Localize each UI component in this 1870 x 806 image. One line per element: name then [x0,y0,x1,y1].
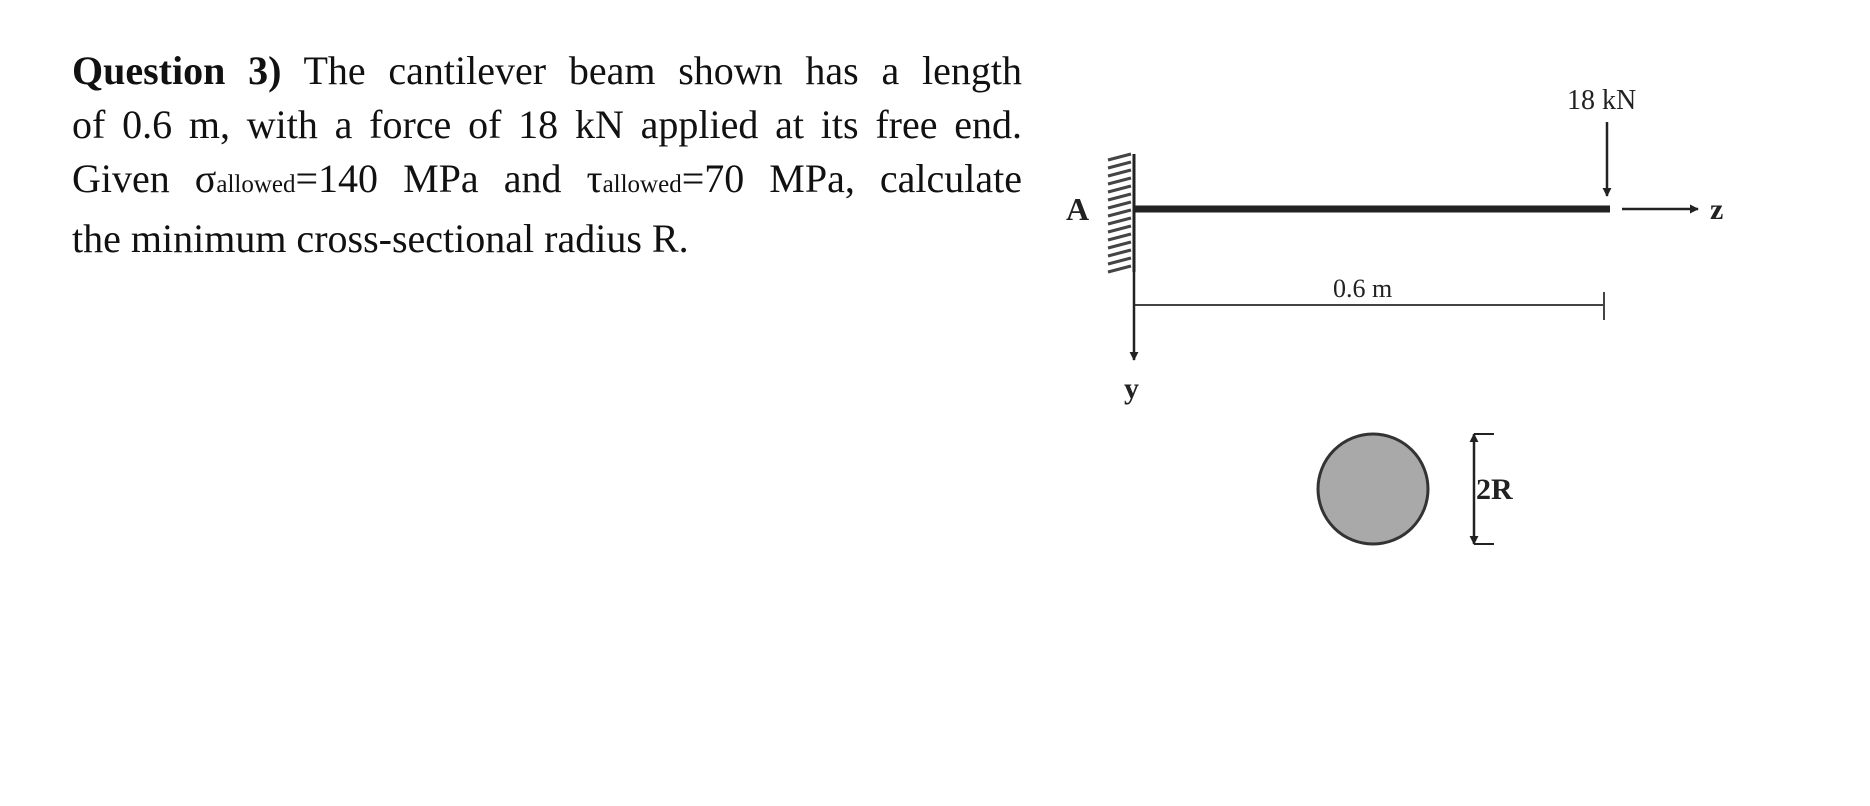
tau-subscript: allowed [602,171,682,198]
z-axis-label: z [1710,193,1724,226]
sigma-subscript: allowed [216,171,296,198]
diameter-label: 2R [1476,473,1513,506]
question-label: Question 3) [72,48,282,93]
support-label: A [1066,191,1090,227]
force-label: 18 kN [1567,85,1637,116]
tau-value: =70 MPa, calculate [681,156,1022,201]
y-axis-label: y [1124,372,1139,405]
sigma-symbol: σ [194,156,217,201]
circular-cross-section [1318,434,1428,544]
given-word: Given [72,156,170,201]
question-line-4: the minimum cross-sectional radius R. [72,216,689,261]
fixed-support-hatching [1103,154,1134,272]
tau-symbol: τ [586,156,603,201]
question-line-2: of 0.6 m, with a force of 18 kN applied at its free end. [72,102,1022,147]
question-line-1-text: The cantilever beam shown has a length [303,48,1022,93]
sigma-value: =140 MPa and [295,156,562,201]
length-label: 0.6 m [1333,274,1393,303]
